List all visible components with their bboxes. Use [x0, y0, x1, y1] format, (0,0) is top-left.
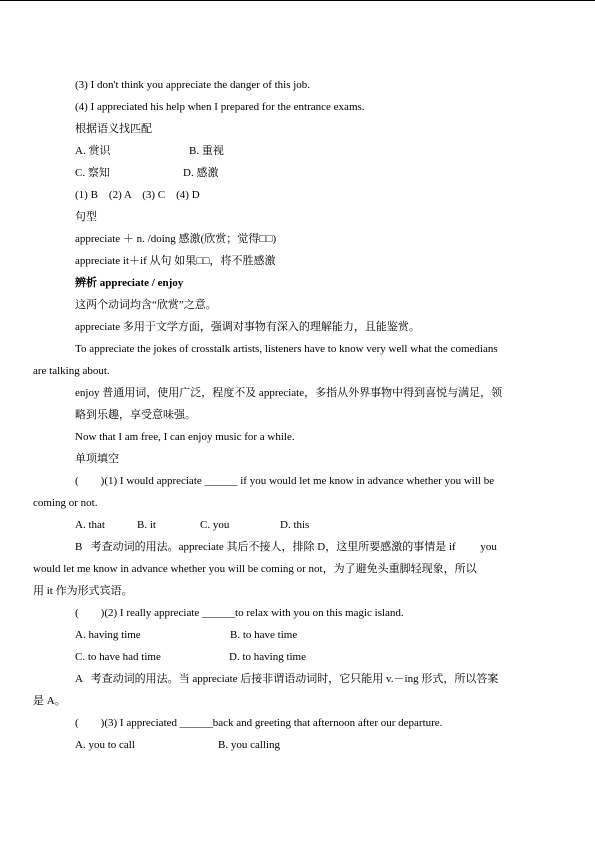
- pattern-1: appreciate ＋ n. /doing 感激(欣赏；觉得□□): [75, 233, 277, 245]
- appreciate-example-line-1: To appreciate the jokes of crosstalk artists, listeners have to know very well what the comedians: [75, 343, 498, 355]
- question-2-options-row-2: [54, 646, 542, 668]
- fill-in-heading: 单项填空: [75, 453, 119, 465]
- question-1-line-1: ( )(1) I would appreciate ______ if you would let me know in advance whether you will be: [75, 475, 495, 487]
- option-b: B. 重视: [189, 145, 224, 157]
- example-sentence-4: (4) I appreciated his help when I prepared for the entrance exams.: [75, 101, 365, 113]
- q3-option-b: B. you calling: [218, 739, 281, 751]
- enjoy-description-line-1: enjoy 普通用词，使用广泛，程度不及 appreciate，多指从外界事物中得到喜悦与满足，领: [75, 387, 503, 399]
- options-row-cd: [54, 162, 542, 184]
- question-3: ( )(3) I appreciated ______back and greeting that afternoon after our departure.: [75, 717, 443, 729]
- option-d: D. 感激: [183, 167, 219, 179]
- question-1-explanation-line-1: B 考查动词的用法。appreciate 其后不接人，排除 D，这里所要感激的事情是 if you: [75, 541, 497, 553]
- option-a: A. 赏识: [75, 145, 111, 157]
- matching-heading: 根据语义找匹配: [75, 123, 152, 135]
- appreciate-example-line-2: are talking about.: [33, 365, 110, 377]
- options-row-ab: [54, 140, 542, 162]
- q3-option-a: A. you to call: [75, 739, 135, 751]
- question-1-explanation-line-3: 用 it 作为形式宾语。: [33, 585, 133, 597]
- q2-option-b: B. to have time: [230, 629, 298, 641]
- question-2-options-row-1: [54, 624, 542, 646]
- question-1-options: [54, 514, 542, 536]
- enjoy-example: Now that I am free, I can enjoy music for a while.: [75, 431, 295, 443]
- analysis-heading: 辨析 appreciate / enjoy: [75, 277, 184, 289]
- q1-option-c: C. you: [200, 519, 230, 531]
- question-2: ( )(2) I really appreciate ______to relax with you on this magic island.: [75, 607, 404, 619]
- matching-answers: (1) B (2) A (3) C (4) D: [75, 189, 200, 201]
- q2-option-d: D. to having time: [229, 651, 306, 663]
- question-3-options: [54, 734, 542, 756]
- document-page: [33, 74, 542, 756]
- enjoy-description-line-2: 略到乐趣，享受意味强。: [75, 409, 196, 421]
- appreciate-description: appreciate 多用于文学方面，强调对事物有深入的理解能力，且能鉴赏。: [75, 321, 420, 333]
- example-sentence-3: (3) I don't think you appreciate the danger of this job.: [75, 79, 311, 91]
- option-c: C. 察知: [75, 167, 110, 179]
- page-top-rule: [0, 0, 595, 1]
- q1-option-a: A. that: [75, 519, 105, 531]
- question-2-explanation-line-2: 是 A。: [33, 695, 66, 707]
- question-2-explanation-line-1: A 考查动词的用法。当 appreciate 后接非谓语动词时，它只能用 v.－ing 形式，所以答案: [75, 673, 499, 685]
- pattern-heading: 句型: [75, 211, 97, 223]
- q2-option-c: C. to have had time: [75, 651, 161, 663]
- question-1-line-2: coming or not.: [33, 497, 98, 509]
- pattern-2: appreciate it＋if 从句 如果□□，将不胜感激: [75, 255, 276, 267]
- question-1-explanation-line-2: would let me know in advance whether you will be coming or not，为了避免头重脚轻现象，所以: [33, 563, 477, 575]
- q1-option-b: B. it: [137, 519, 156, 531]
- q1-option-d: D. this: [280, 519, 310, 531]
- q2-option-a: A. having time: [75, 629, 141, 641]
- analysis-intro: 这两个动词均含“欣赏”之意。: [75, 299, 217, 311]
